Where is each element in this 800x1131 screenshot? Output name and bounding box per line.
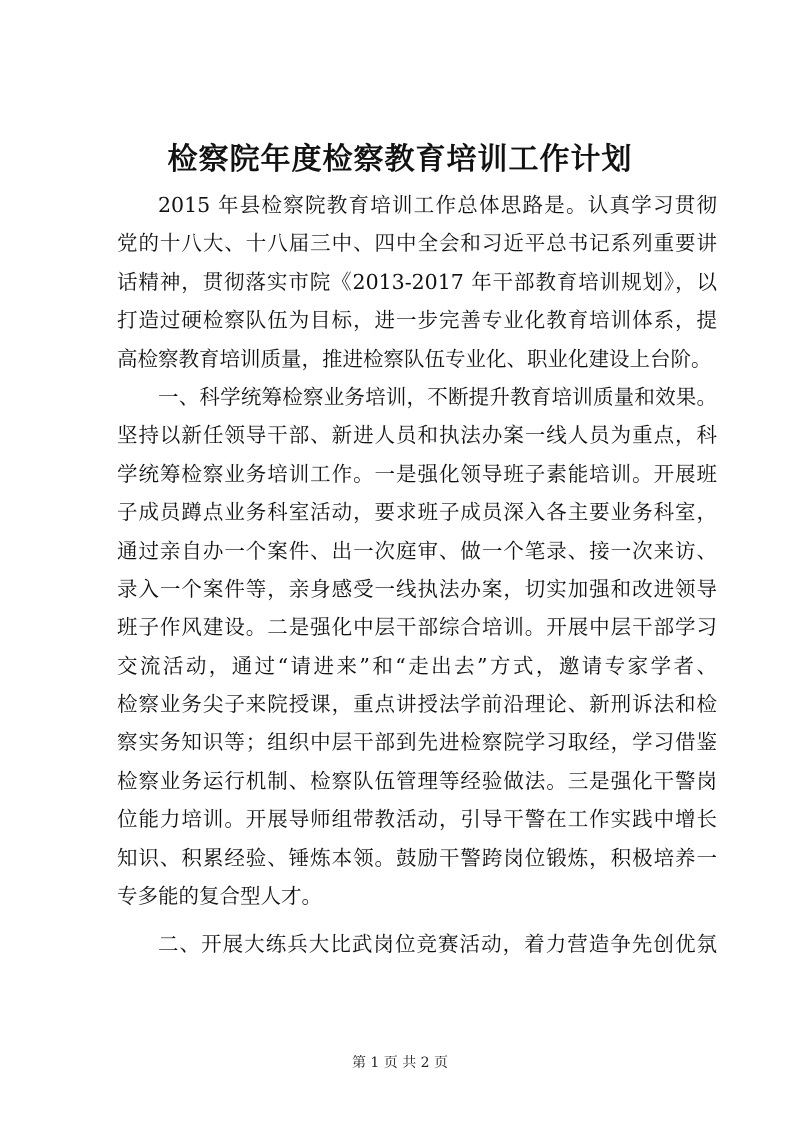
paragraph-2-line-3: 学统筹检察业务培训工作。一是强化领导班子素能培训。开展班 [117,461,717,486]
paragraph-1-line-3: 话精神，贯彻落实市院《2013-2017 年干部教育培训规划》，以 [117,269,717,294]
paragraph-1-line-1: 2015 年县检察院教育培训工作总体思路是。认真学习贯彻 [158,193,717,217]
paragraph-2-line-13: 知识、积累经验、锤炼本领。鼓励干警跨岗位锻炼，积极培养一 [117,845,717,870]
paragraph-2-line-10: 察实务知识等；组织中层干部到先进检察院学习取经，学习借鉴 [117,730,717,755]
paragraph-2-line-11: 检察业务运行机制、检察队伍管理等经验做法。三是强化干警岗 [117,768,717,793]
page-footer: 第 1 页 共 2 页 [351,1055,449,1071]
document-title: 检察院年度检察教育培训工作计划 [167,142,633,177]
paragraph-2-line-12: 位能力培训。开展导师组带教活动，引导干警在工作实践中增长 [117,807,717,832]
paragraph-2-line-6: 录入一个案件等，亲身感受一线执法办案，切实加强和改进领导 [117,576,717,601]
paragraph-2-line-5: 通过亲自办一个案件、出一次庭审、做一个笔录、接一次来访、 [117,538,717,563]
paragraph-2-line-8: 交流活动，通过“请进来”和“走出去”方式，邀请专家学者、 [117,653,717,678]
paragraph-1-line-5: 高检察教育培训质量，推进检察队伍专业化、职业化建设上台阶。 [117,346,712,371]
paragraph-2-line-7: 班子作风建设。二是强化中层干部综合培训。开展中层干部学习 [117,615,717,640]
paragraph-2-line-9: 检察业务尖子来院授课，重点讲授法学前沿理论、新刑诉法和检 [117,692,717,717]
paragraph-1-line-4: 打造过硬检察队伍为目标，进一步完善专业化教育培训体系，提 [117,308,717,333]
paragraph-2-line-4: 子成员蹲点业务科室活动，要求班子成员深入各主要业务科室， [117,500,717,525]
paragraph-3-line-1: 二、开展大练兵大比武岗位竞赛活动，着力营造争先创优氛 [158,932,717,957]
paragraph-2-line-14: 专多能的复合型人才。 [117,884,322,909]
paragraph-2-line-1: 一、科学统筹检察业务培训，不断提升教育培训质量和效果。 [158,384,717,409]
document-body [117,186,717,964]
paragraph-2-line-2: 坚持以新任领导干部、新进人员和执法办案一线人员为重点，科 [117,423,717,448]
paragraph-1-line-2: 党的十八大、十八届三中、四中全会和习近平总书记系列重要讲 [117,231,717,256]
